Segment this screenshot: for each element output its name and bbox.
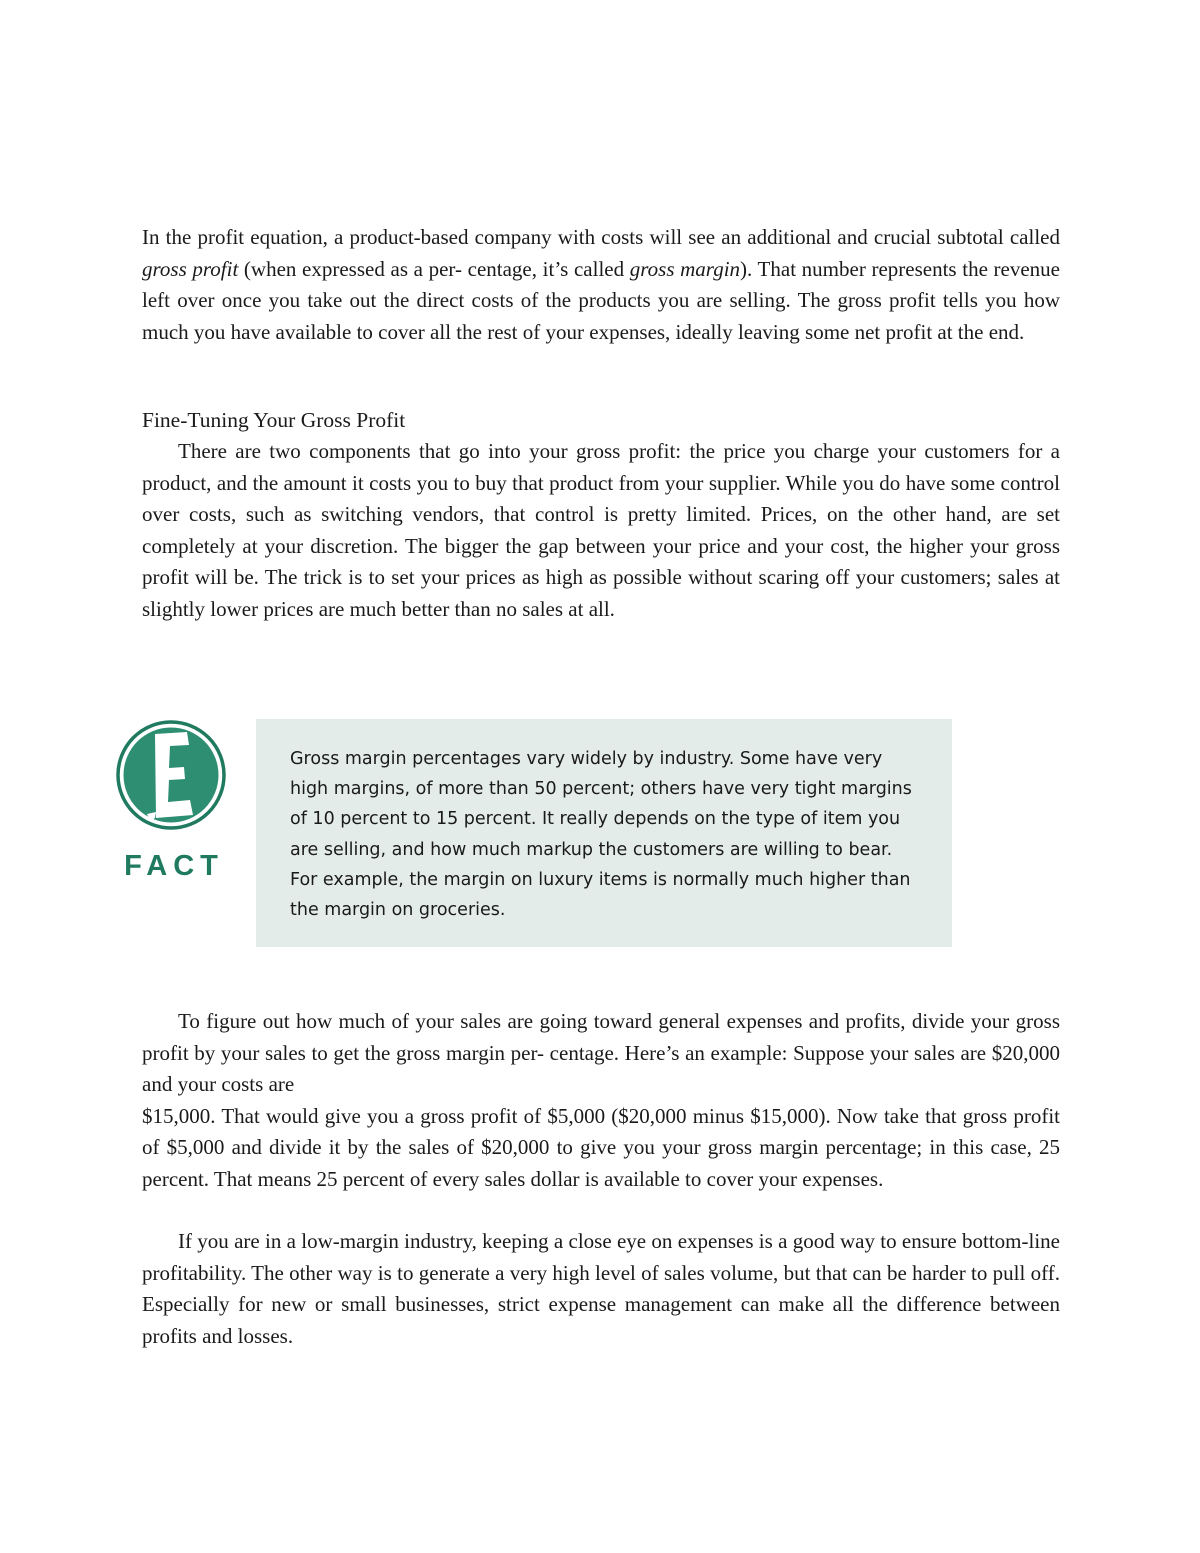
low-margin-paragraph: If you are in a low-margin industry, keeping a close eye on expenses is a good way to ensure bottom-line profitability. The other way is to generate a very high level of sales volume, but that can be harder to pull off. Especially for new or small businesses, strict expense management can make all the difference between profits and losses. [142,1229,1060,1348]
example-paragraph [142,1006,1060,1195]
fact-text: Gross margin percentages vary widely by industry. Some have very high margins, of more than 50 percent; others have very tight margins of 10 percent to 15 percent. It really depends on the type of item you are selling, and how much markup the customers are willing to bear. For example, the margin on luxury items is normally much higher than the margin on groceries. [290,749,912,921]
fact-callout-box [256,719,952,947]
intro-text-1: In the profit equation, a product-based company with costs will see an additional and crucial subtotal called [142,225,1060,249]
intro-text-3: ). That number represents the revenue left over once you take out the direct costs of the products you are selling. The gross profit tells you how much you have available to cover all the rest of your expenses, ideally leaving some net profit at the end. [142,256,1060,344]
example-text-1: To figure out how much of your sales are going toward general expenses and profits, divide your gross profit by your sales to get the gross margin per- centage. Here’s an example: Suppose your sales are $20,000 and your costs are [142,1009,1060,1096]
example-text-2: $15,000. That would give you a gross profit of $5,000 ($20,000 minus $15,000). Now take that gross profit of $5,000 and divide it by the sales of $20,000 to give you your gross margin percentage; in this case, 25 percent. That means 25 percent of every sales dollar is available to cover your expenses. [142,1103,1060,1191]
components-paragraph: There are two components that go into your gross profit: the price you charge your customers for a product, and the amount it costs you to buy that product from your supplier. While you do have some control over costs, such as switching vendors, that control is pretty limited. Prices, on the other hand, are set completely at your discretion. The bigger the gap between your price and your cost, the higher your gross profit will be. The trick is to set your prices as high as possible without scaring off your customers; sales at slightly lower prices are much better than no sales at all. [142,439,1060,621]
section-heading: Fine-Tuning Your Gross Profit [142,408,406,432]
intro-paragraph [142,222,1060,348]
term-gross-profit: gross profit [142,256,239,281]
term-gross-margin: gross margin [629,256,741,281]
intro-text-2: (when expressed as a per- centage, it’s called [238,256,630,281]
fact-label: FACT [124,850,224,882]
